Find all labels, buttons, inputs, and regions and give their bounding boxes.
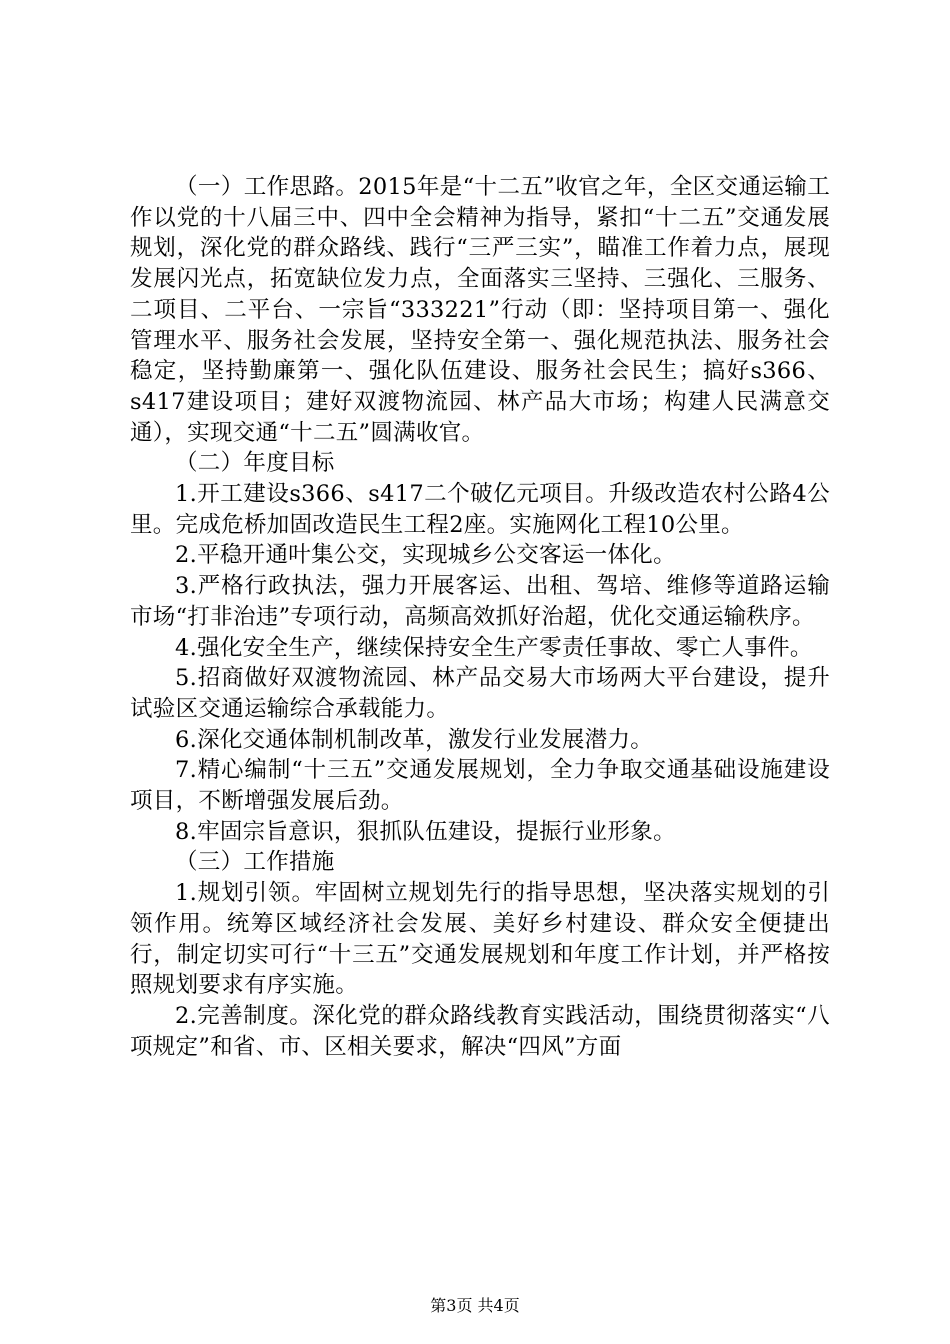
goal-item-7: 7.精心编制“十三五”交通发展规划，全力争取交通基础设施建设项目，不断增强发展后劲。 bbox=[130, 757, 830, 815]
goal-item-8: 8.牢固宗旨意识，狠抓队伍建设，提振行业形象。 bbox=[175, 818, 676, 845]
paragraph-work-approach: （一）工作思路。2015年是“十二五”收官之年，全区交通运输工作以党的十八届三中、四中全会精神为指导，紧扣“十二五”交通发展规划，深化党的群众路线、践行“三严三实”，瞄准工作着力点，展现发展闪光点，拓宽缺位发力点，全面落实三坚持、三强化、三服务、二项目、二平台、一宗旨“333221”行动（即：坚持项目第一、强化管理水平、服务社会发展，坚持安全第一、强化规范执法、服务社会稳定，坚持勤廉第一、强化队伍建设、服务社会民生；搞好s366、s417建设项目；建好双渡物流园、林产品大市场；构建人民满意交通），实现交通“十二五”圆满收官。 bbox=[130, 174, 830, 446]
measure-item-1: 1.规划引领。牢固树立规划先行的指导思想，坚决落实规划的引领作用。统筹区域经济社会发展、美好乡村建设、群众安全便捷出行，制定切实可行“十三五”交通发展规划和年度工作计划，并严格按照规划要求有序实施。 bbox=[130, 880, 830, 999]
page-footer: 第3页 共4页 bbox=[430, 1296, 520, 1315]
goal-item-5: 5.招商做好双渡物流园、林产品交易大市场两大平台建设，提升试验区交通运输综合承载能力。 bbox=[130, 665, 830, 722]
goal-item-1: 1.开工建设s366、s417二个破亿元项目。升级改造农村公路4公里。完成危桥加固改造民生工程2座。实施网化工程10公里。 bbox=[130, 481, 830, 538]
goal-item-4: 4.强化安全生产，继续保持安全生产零责任事故、零亡人事件。 bbox=[175, 634, 813, 661]
goal-item-2: 2.平稳开通叶集公交，实现城乡公交客运一体化。 bbox=[175, 542, 676, 569]
heading-work-measures: （三）工作措施 bbox=[175, 849, 335, 876]
goal-item-6: 6.深化交通体制机制改革，激发行业发展潜力。 bbox=[175, 726, 654, 753]
heading-annual-goals: （二）年度目标 bbox=[175, 450, 335, 477]
measure-item-2: 2.完善制度。深化党的群众路线教育实践活动，围绕贯彻落实“八项规定”和省、市、区相关要求，解决“四风”方面 bbox=[130, 1002, 830, 1060]
goal-item-3: 3.严格行政执法，强力开展客运、出租、驾培、维修等道路运输市场“打非治违”专项行动，高频高效抓好治超，优化交通运输秩序。 bbox=[130, 573, 830, 630]
document-body bbox=[130, 172, 830, 1062]
